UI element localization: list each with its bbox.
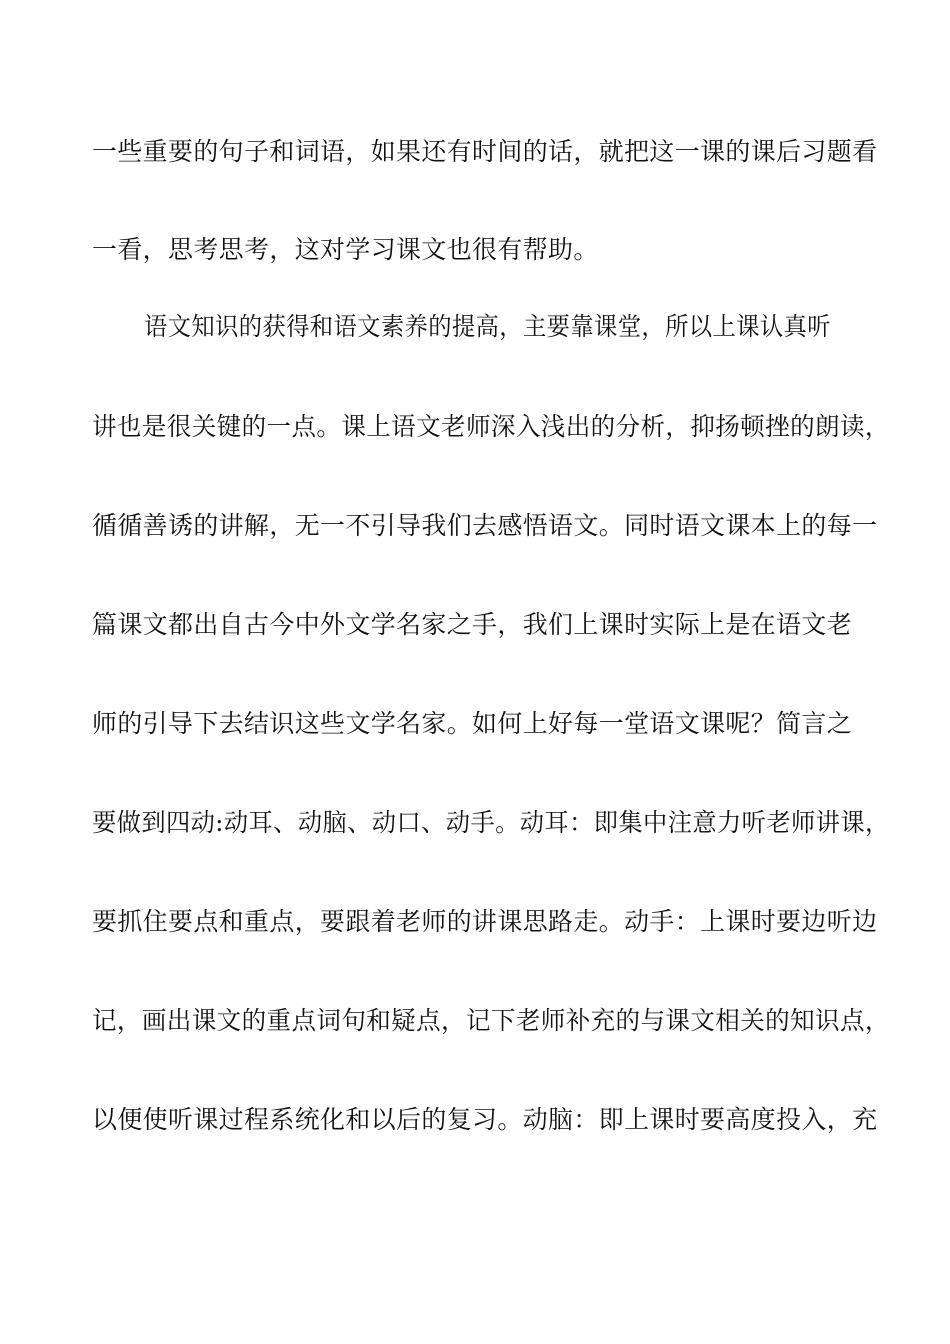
paragraph-start-line: 语文知识的获得和语文素养的提高，主要靠课堂，所以上课认真听 — [144, 312, 831, 341]
text-line: 以便使听课过程系统化和以后的复习。动脑：即上课时要高度投入，充 — [92, 1105, 878, 1134]
text-line: 要抓住要点和重点，要跟着老师的讲课思路走。动手：上课时要边听边 — [92, 907, 878, 936]
text-line: 师的引导下去结识这些文学名家。如何上好每一堂语文课呢？简言之 — [92, 709, 853, 738]
text-line: 一看，思考思考，这对学习课文也很有帮助。 — [92, 235, 599, 264]
text-line: 记，画出课文的重点词句和疑点，记下老师补充的与课文相关的知识点， — [92, 1006, 890, 1035]
text-line: 篇课文都出自古今中外文学名家之手，我们上课时实际上是在语文老 — [92, 610, 853, 639]
text-line: 循循善诱的讲解，无一不引导我们去感悟语文。同时语文课本上的每一 — [92, 511, 878, 540]
text-line: 要做到四动:动耳、动脑、动口、动手。动耳：即集中注意力听老师讲课， — [92, 808, 890, 837]
text-line: 讲也是很关键的一点。课上语文老师深入浅出的分析，抑扬顿挫的朗读， — [92, 412, 890, 441]
text-line: 一些重要的句子和词语，如果还有时间的话，就把这一课的课后习题看 — [92, 137, 878, 166]
